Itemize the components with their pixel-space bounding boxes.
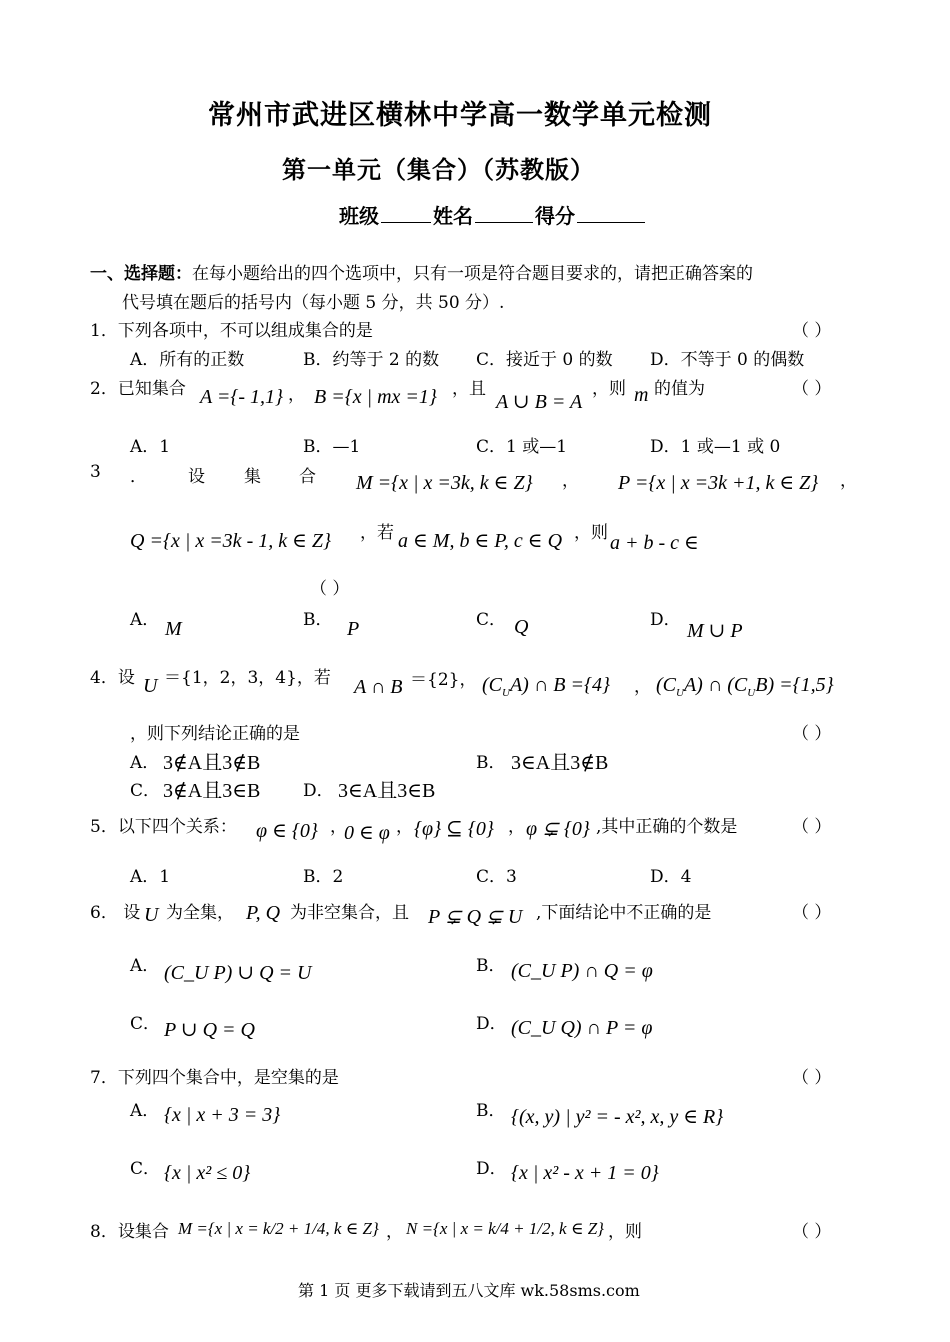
q5-comma2: ，: [396, 817, 413, 837]
q4-option-a[interactable]: 3∉A且3∉B: [163, 752, 261, 774]
q3-set-p: P ={x | x =3k +1, k ∈ Z}: [618, 472, 819, 494]
q8-set-m: M ={x | x = k/2 + 1/4, k ∈ Z}: [178, 1219, 379, 1238]
q6-option-a[interactable]: (C_U P) ∪ Q = U: [164, 962, 312, 984]
q3-option-b[interactable]: P: [347, 618, 360, 640]
section-heading: 一、选择题：: [90, 264, 192, 284]
name-blank[interactable]: [475, 204, 533, 223]
q6-option-c-label[interactable]: C．: [130, 1014, 161, 1034]
q2-var: m: [634, 384, 649, 406]
q3-ji: 集: [244, 467, 261, 487]
q4-option-a-label[interactable]: A．: [130, 753, 160, 773]
q2-set-b: B ={x | mx =1}: [314, 386, 437, 408]
q3-comma: ，: [562, 471, 579, 491]
q8-stem-post: ，则: [608, 1222, 642, 1242]
q4-option-c-label[interactable]: C．: [130, 781, 161, 801]
q3-ruo: ，若: [360, 523, 394, 543]
q5-stem-post: ,其中正确的个数是: [596, 817, 738, 837]
q3-he: 合: [299, 467, 316, 487]
q6-option-c[interactable]: P ∪ Q = Q: [164, 1019, 255, 1041]
q2-condition: A ∪ B = A: [496, 391, 583, 413]
q1-option-a[interactable]: A．所有的正数: [130, 350, 245, 370]
q2-comma: ，: [288, 385, 305, 405]
q6-stem-post: ,下面结论中不正确的是: [536, 903, 712, 923]
q5-comma1: ，: [330, 817, 347, 837]
q3-option-d-label[interactable]: D．: [650, 610, 681, 630]
q7-option-d-label[interactable]: D．: [476, 1159, 507, 1179]
q5-comma3: ，: [508, 817, 525, 837]
q2-set-a: A ={- 1,1}: [200, 386, 284, 408]
q2-option-a[interactable]: A．1: [130, 437, 171, 457]
page-title: 常州市武进区横林中学高一数学单元检测: [208, 100, 712, 131]
q2-option-b[interactable]: B．—1: [303, 437, 361, 457]
q4-answer-paren[interactable]: （ ）: [792, 724, 832, 744]
instruction-line1: 在每小题给出的四个选项中，只有一项是符合题目要求的，请把正确答案的: [192, 264, 753, 284]
q4-option-b[interactable]: 3∈A且3∉B: [511, 752, 609, 774]
q3-ze: ，则: [574, 523, 608, 543]
section-instructions: [90, 259, 753, 284]
q7-option-c-label[interactable]: C．: [130, 1159, 161, 1179]
q2-stem-pre: 2．已知集合: [90, 379, 186, 399]
q4-u: U: [143, 675, 158, 697]
q3-option-b-label[interactable]: B．: [303, 610, 333, 630]
q1-option-b[interactable]: B．约等于 2 的数: [303, 350, 440, 370]
q1-option-c[interactable]: C．接近于 0 的数: [476, 350, 613, 370]
q5-stem-pre: 5．以下四个关系：: [90, 817, 237, 837]
q4-expr2: $(C_UA)$ ∩ $(C_UB) =\{1,5\}$: [656, 674, 834, 699]
score-blank[interactable]: [577, 204, 645, 223]
q3-answer-paren[interactable]: （ ）: [310, 579, 350, 599]
q7-stem: 7．下列四个集合中，是空集的是: [90, 1068, 339, 1088]
q7-option-a[interactable]: {x | x + 3 = 3}: [164, 1104, 281, 1126]
q2-and: ，且: [452, 379, 486, 399]
class-blank[interactable]: [381, 204, 431, 223]
q4-option-b-label[interactable]: B．: [476, 753, 506, 773]
q1-option-d[interactable]: D．不等于 0 的偶数: [650, 350, 805, 370]
q8-set-n: N ={x | x = k/4 + 1/2, k ∈ Z}: [406, 1219, 604, 1238]
q1-answer-paren[interactable]: （ ）: [792, 321, 832, 341]
q4-u-set: ＝{1，2，3，4}，若: [164, 668, 331, 688]
q4-expr1: $(C_UA)$ ∩ B ={4}: [482, 674, 610, 699]
q5-relation-1: φ ∈ {0}: [256, 820, 318, 842]
q6-mid2: 为非空集合，且: [290, 903, 409, 923]
instruction-line2: 代号填在题后的括号内（每小题 5 分，共 50 分）.: [122, 293, 505, 313]
q3-option-c[interactable]: Q: [514, 616, 529, 638]
q4-intersection: A ∩ B: [354, 676, 403, 698]
student-info-line: [339, 200, 647, 229]
q2-option-c[interactable]: C．1 或—1: [476, 437, 568, 457]
q5-answer-paren[interactable]: （ ）: [792, 817, 832, 837]
q7-option-a-label[interactable]: A．: [130, 1101, 160, 1121]
q2-then: ，则: [592, 379, 626, 399]
q7-answer-paren[interactable]: （ ）: [792, 1068, 832, 1088]
q3-set-m: M ={x | x =3k, k ∈ Z}: [356, 472, 533, 494]
q5-option-c[interactable]: C．3: [476, 867, 517, 887]
q5-option-b[interactable]: B．2: [303, 867, 344, 887]
name-label: 姓名: [433, 204, 473, 228]
q6-chain: P ⊊ Q ⊊ U: [428, 906, 523, 928]
q4-line2: ，则下列结论正确的是: [130, 724, 300, 744]
q8-answer-paren[interactable]: （ ）: [792, 1222, 832, 1242]
q6-option-d[interactable]: (C_U Q) ∩ P = φ: [511, 1017, 653, 1039]
q6-option-b[interactable]: (C_U P) ∩ Q = φ: [511, 960, 653, 982]
q6-option-b-label[interactable]: B．: [476, 956, 506, 976]
q3-option-a[interactable]: M: [165, 618, 182, 640]
q5-relation-2: 0 ∈ φ: [344, 822, 390, 844]
q2-option-d[interactable]: D．1 或—1 或 0: [650, 437, 781, 457]
q3-condition: a ∈ M, b ∈ P, c ∈ Q: [398, 530, 563, 552]
q3-option-c-label[interactable]: C．: [476, 610, 507, 630]
q7-option-b-label[interactable]: B．: [476, 1101, 506, 1121]
q4-comma: ，: [634, 677, 651, 697]
q3-she: 设: [188, 467, 205, 487]
q5-relation-4: φ ⊊ {0}: [526, 818, 590, 840]
q6-mid1: 为全集，: [166, 903, 234, 923]
q3-comma2: ，: [840, 471, 857, 491]
page-footer: 第 1 页 更多下载请到五八文库 wk.58sms.com: [298, 1281, 640, 1300]
q8-stem-pre: 8．设集合: [90, 1222, 169, 1242]
q7-option-b[interactable]: {(x, y) | y² = - x², x, y ∈ R}: [511, 1106, 724, 1128]
q8-comma: ，: [386, 1222, 403, 1242]
q6-answer-paren[interactable]: （ ）: [792, 903, 832, 923]
score-label: 得分: [535, 204, 575, 228]
q6-option-a-label[interactable]: A．: [130, 956, 160, 976]
q6-option-d-label[interactable]: D．: [476, 1014, 507, 1034]
q2-stem-post: 的值为: [654, 379, 705, 399]
q3-set-q: Q ={x | x =3k - 1, k ∈ Z}: [130, 530, 332, 552]
q6-u: U: [144, 904, 159, 926]
q7-option-d[interactable]: {x | x² - x + 1 = 0}: [511, 1162, 659, 1184]
page-subtitle: 第一单元（集合）（苏教版）: [282, 155, 595, 184]
q4-stem-pre: 4．设: [90, 668, 135, 688]
q4-option-c[interactable]: 3∉A且3∈B: [163, 780, 261, 802]
q5-relation-3: {φ} ⊆ {0}: [414, 818, 494, 840]
q5-option-a[interactable]: A．1: [130, 867, 171, 887]
q3-option-d[interactable]: M ∪ P: [687, 620, 743, 642]
q4-option-d[interactable]: 3∈A且3∈B: [338, 780, 436, 802]
class-label: 班级: [339, 204, 379, 228]
q6-stem-pre: 6． 设: [90, 903, 141, 923]
q3-dot: ．: [130, 467, 147, 487]
q2-answer-paren[interactable]: （ ）: [792, 379, 832, 399]
q4-eq2: ＝{2}，: [410, 670, 477, 690]
q1-stem: 1．下列各项中，不可以组成集合的是: [90, 321, 373, 341]
q5-option-d[interactable]: D．4: [650, 867, 692, 887]
q4-option-d-label[interactable]: D．: [303, 781, 334, 801]
q6-pq: P, Q: [246, 902, 281, 924]
q3-number: 3: [90, 462, 101, 482]
q7-option-c[interactable]: {x | x² ≤ 0}: [164, 1162, 251, 1184]
q3-expression: a + b - c ∈: [610, 532, 699, 554]
q3-option-a-label[interactable]: A．: [130, 610, 160, 630]
